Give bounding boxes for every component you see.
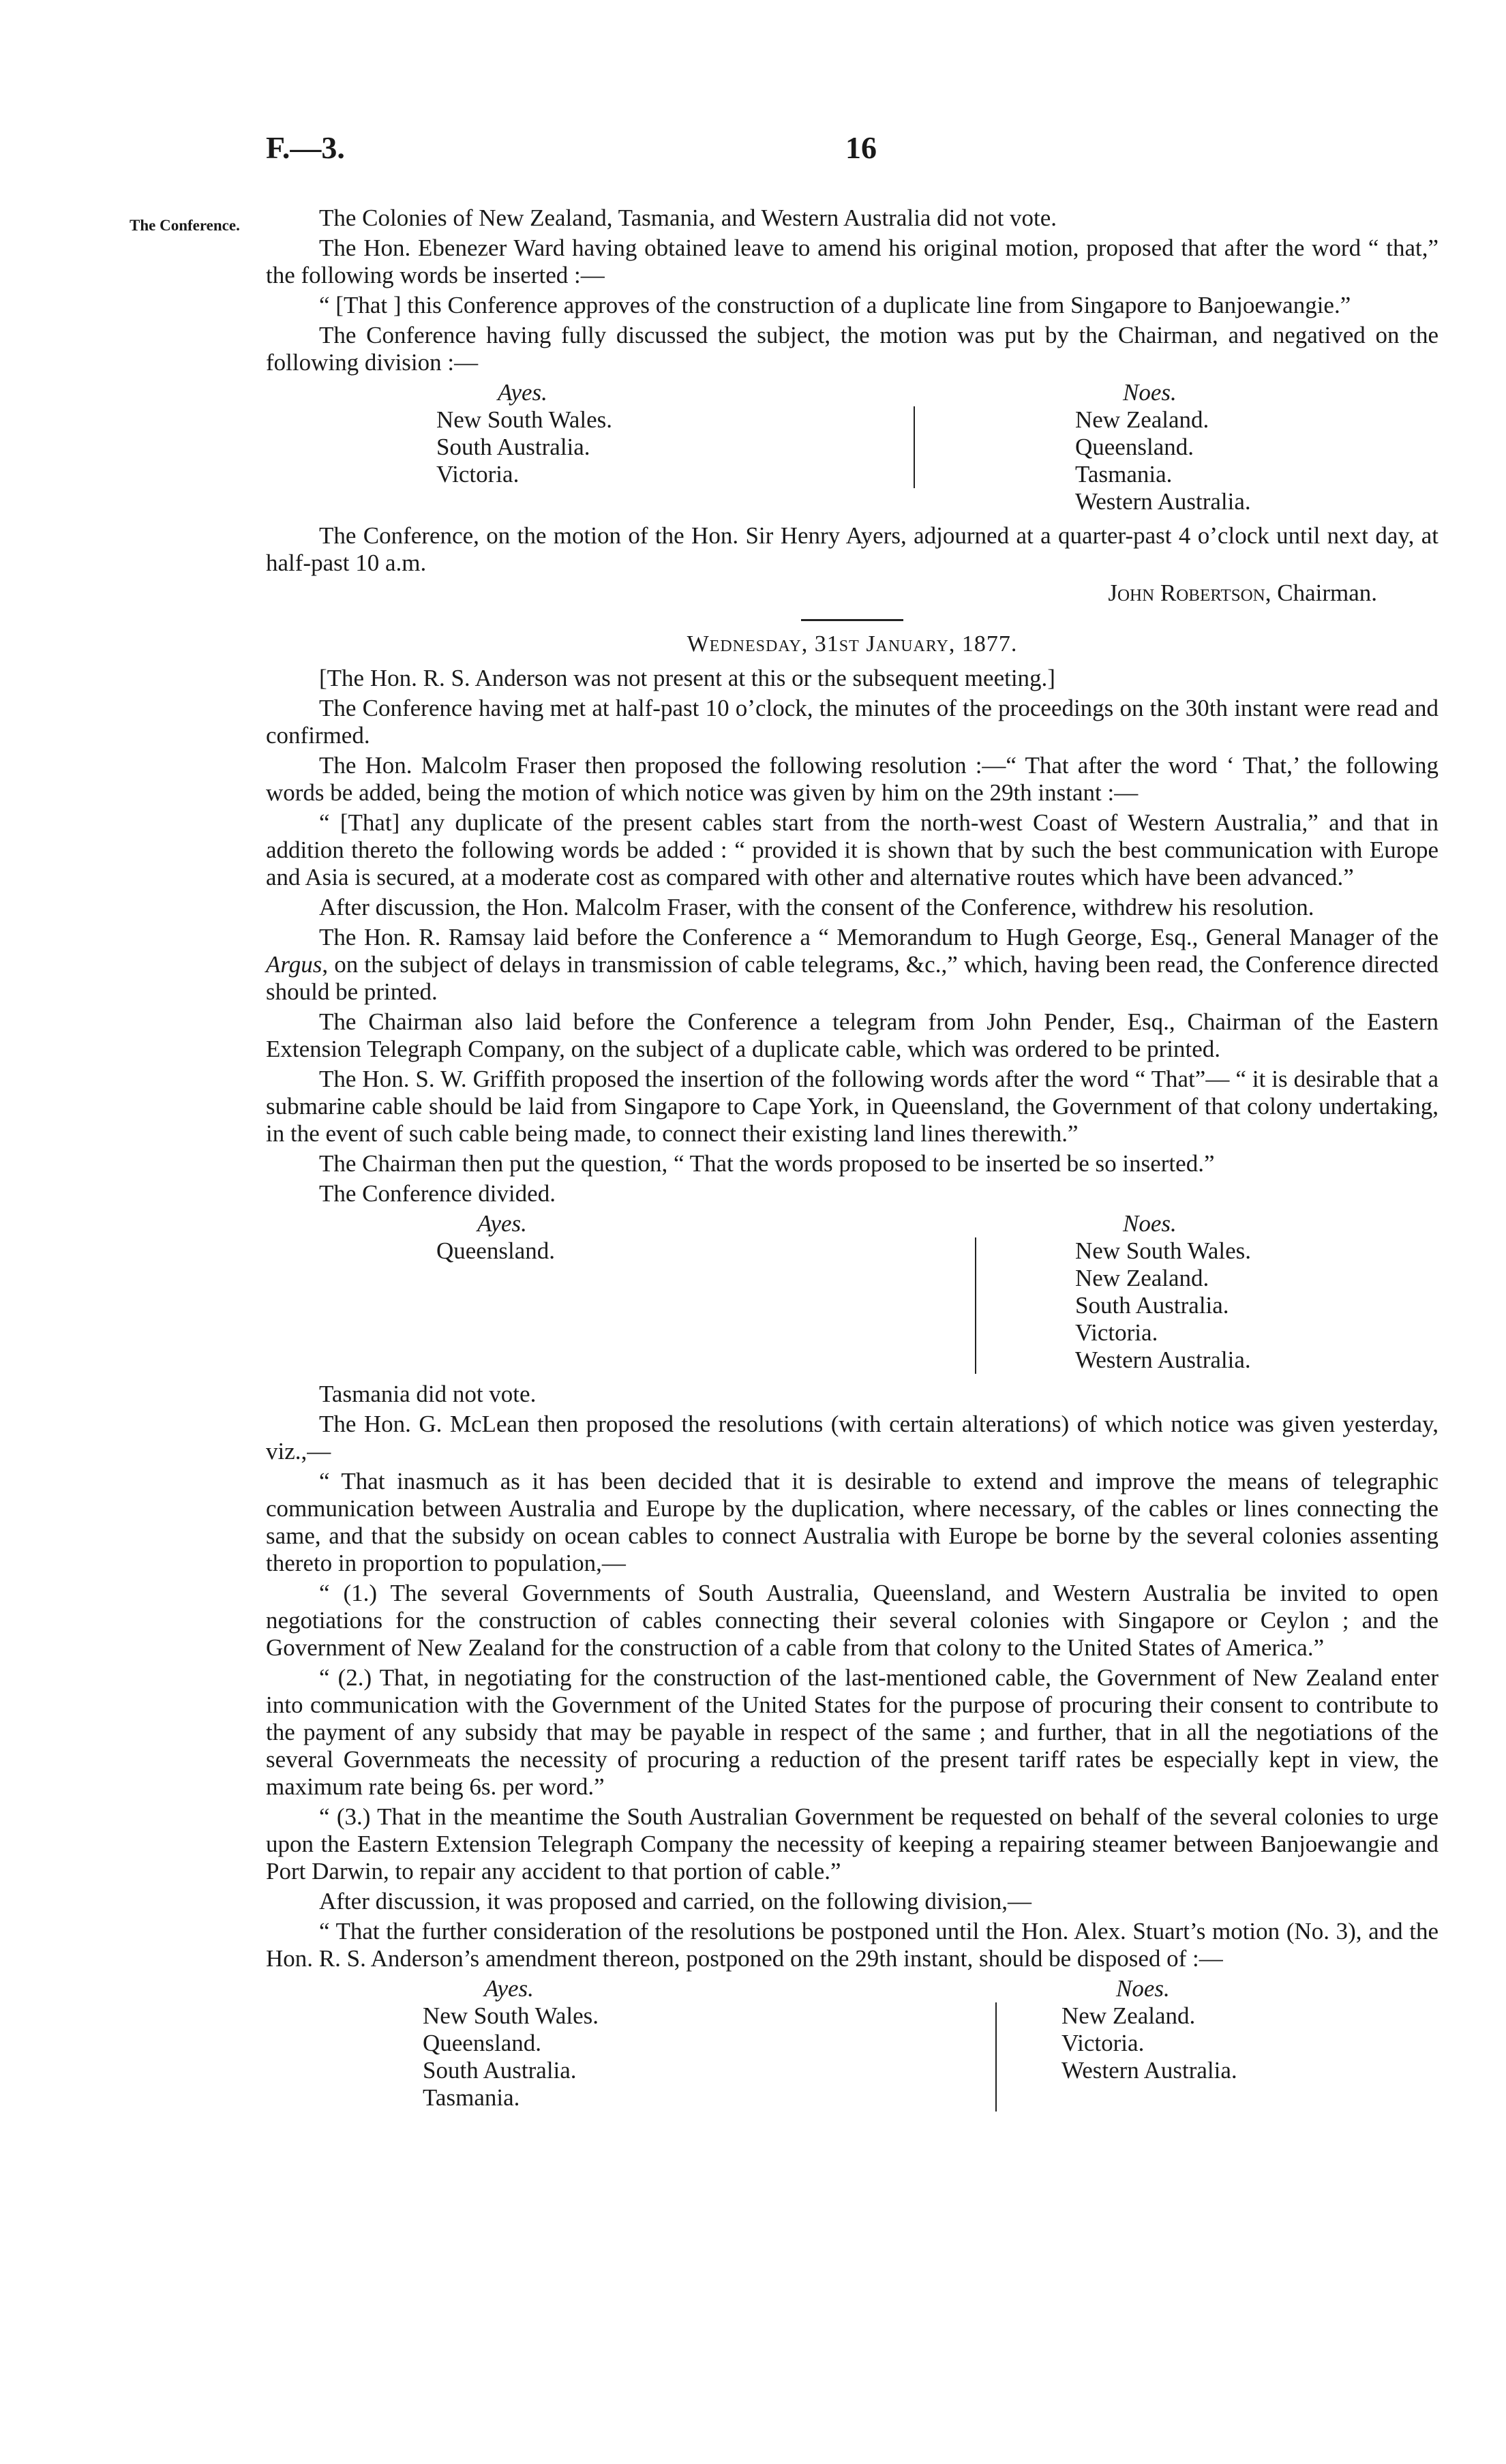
signature-line [266, 580, 1439, 607]
division-table-2 [266, 1210, 1439, 1374]
noes-label: Noes. [1123, 1210, 1177, 1237]
date-heading: Wednesday, 31st January, 1877. [687, 631, 1018, 657]
ayes-column [423, 1975, 995, 2112]
ayes-column [436, 379, 914, 515]
section-divider [801, 619, 903, 621]
vote-entry: Queensland. [423, 2030, 541, 2056]
paragraph: [The Hon. R. S. Anderson was not present at this or the subsequent meeting.] [319, 665, 1055, 691]
paragraph: The Colonies of New Zealand, Tasmania, and Western Australia did not vote. [319, 205, 1057, 231]
paragraph: After discussion, it was proposed and carried, on the following division,— [319, 1888, 1031, 1914]
noes-label: Noes. [1123, 379, 1177, 406]
division-divider [914, 406, 915, 488]
page-number: 16 [845, 130, 877, 165]
paragraph: “ (1.) The several Governments of South Australia, Queensland, and Western Australia be invited to open negotiations for the construction of cables connecting their several colonies with Singapore or Ceylon ; and the Government of New Zealand for the construction of a cable from that colony to the United States of America.” [266, 1580, 1439, 1661]
paragraph: The Chairman then put the question, “ That the words proposed to be inserted be so inserted.” [319, 1150, 1215, 1177]
chairman-name: John Robertson [1108, 580, 1265, 606]
vote-entry: Tasmania. [1075, 461, 1173, 487]
paragraph: “ (2.) That, in negotiating for the construction of the last-mentioned cable, the Government of New Zealand enter into communication with the Government of the United States for the purpose of procuring their consent to contribute to the payment of any subsidy that may be payable in respect of the same ; and further, that in all the negotiations of the several Governmeats the necessity of procuring a reduction of the present tariff rates be especially kept in view, the maximum rate being 6s. per word.” [266, 1664, 1439, 1800]
paragraph: The Conference, on the motion of the Hon. Sir Henry Ayers, adjourned at a quarter-past 4 o’clock until next day, at half-past 10 a.m. [266, 522, 1439, 576]
paragraph: “ [That ] this Conference approves of the construction of a duplicate line from Singapore to Banjoewangie.” [319, 292, 1351, 318]
vote-entry: New Zealand. [1075, 406, 1209, 433]
division-table-1 [266, 379, 1439, 515]
paragraph: The Chairman also laid before the Conference a telegram from John Pender, Esq., Chairman of the Eastern Extension Telegraph Company, on the subject of a duplicate cable, which was ordered to be printed. [266, 1008, 1439, 1062]
paragraph: The Hon. R. Ramsay laid before the Conference a “ Memorandum to Hugh George, Esq., General Manager of the Argus, on the subject of delays in transmission of cable telegrams, &c.,” which, having been read, the Conference directed should be printed. [266, 924, 1439, 1005]
vote-entry: Western Australia. [1075, 1347, 1251, 1373]
noes-column [1075, 379, 1251, 515]
noes-column [1061, 1975, 1237, 2112]
paragraph: The Hon. S. W. Griffith proposed the insertion of the following words after the word “ That”— “ it is desirable that a submarine cable should be laid from Singapore to Cape York, in Queensland, the Government of that colony undertaking, in the event of such cable being made, to connect their existing land lines therewith.” [266, 1066, 1439, 1147]
paragraph: “ (3.) That in the meantime the South Australian Government be requested on behalf of the several colonies to urge upon the Eastern Extension Telegraph Company the necessity of keeping a repairing steamer between Banjoewangie and Port Darwin, to repair any accident to that portion of cable.” [266, 1803, 1439, 1884]
paragraph: The Conference having met at half-past 10 o’clock, the minutes of the proceedings on the 30th instant were read and confirmed. [266, 695, 1439, 749]
ayes-label: Ayes. [498, 379, 547, 406]
paragraph: The Hon. Malcolm Fraser then proposed the following resolution :—“ That after the word ‘ That,’ the following words be added, being the motion of which notice was given by him on the 29th instant :— [266, 752, 1439, 806]
vote-entry: New Zealand. [1075, 1265, 1209, 1291]
paragraph: The Hon. G. McLean then proposed the resolutions (with certain alterations) of which notice was given yesterday, viz.,— [266, 1411, 1439, 1464]
noes-label: Noes. [1116, 1975, 1170, 2002]
vote-entry: Tasmania. [423, 2084, 520, 2111]
division-divider [995, 2002, 997, 2112]
paragraph: “ [That] any duplicate of the present cables start from the north-west Coast of Western Australia,” and that in addition thereto the following words be added : “ provided it is shown that by such the best communication with Europe and Asia is secured, at a moderate cost as compared with other and alternative routes which have been advanced.” [266, 809, 1439, 890]
document-body [266, 205, 1439, 2118]
paragraph: The Conference having fully discussed the subject, the motion was put by the Chairman, and negatived on the following division :— [266, 322, 1439, 376]
paragraph: The Conference divided. [319, 1180, 556, 1207]
ayes-column [436, 1210, 975, 1374]
vote-entry: New South Wales. [436, 406, 613, 433]
vote-entry: Queensland. [1075, 434, 1194, 460]
vote-entry: Victoria. [1061, 2030, 1145, 2056]
paragraph: After discussion, the Hon. Malcolm Fraser, with the consent of the Conference, withdrew his resolution. [319, 894, 1314, 920]
document-reference: F.—3. [266, 130, 345, 165]
vote-entry: Queensland. [436, 1237, 555, 1264]
vote-entry: Western Australia. [1061, 2057, 1237, 2084]
vote-entry: Victoria. [436, 461, 519, 487]
vote-entry: South Australia. [1075, 1292, 1229, 1319]
vote-entry: New Zealand. [1061, 2002, 1196, 2029]
chairman-title: , Chairman. [1265, 580, 1377, 606]
vote-entry: New South Wales. [1075, 1237, 1252, 1264]
margin-note: The Conference. [130, 217, 240, 234]
vote-entry: South Australia. [423, 2057, 577, 2084]
ayes-label: Ayes. [477, 1210, 527, 1237]
vote-entry: Western Australia. [1075, 488, 1251, 515]
paragraph: “ That inasmuch as it has been decided that it is desirable to extend and improve the means of telegraphic communication between Australia and Europe by the duplication, where necessary, of the cables or lines connecting the same, and that the subsidy on ocean cables to connect Australia with Europe be borne by the several colonies assenting thereto in proportion to population,— [266, 1468, 1439, 1576]
vote-entry: South Australia. [436, 434, 590, 460]
noes-column [1075, 1210, 1251, 1374]
paragraph: “ That the further consideration of the resolutions be postponed until the Hon. Alex. Stuart’s motion (No. 3), and the Hon. R. S. Anderson’s amendment thereon, postponed on the 29th instant, should be disposed of :— [266, 1918, 1439, 1972]
newspaper-title: Argus [266, 951, 322, 978]
paragraph: The Hon. Ebenezer Ward having obtained leave to amend his original motion, proposed that after the word “ that,” the following words be inserted :— [266, 235, 1439, 288]
vote-entry: New South Wales. [423, 2002, 599, 2029]
vote-entry: Victoria. [1075, 1319, 1158, 1346]
division-divider [975, 1237, 976, 1374]
paragraph: Tasmania did not vote. [319, 1381, 537, 1407]
ayes-label: Ayes. [484, 1975, 534, 2002]
division-table-3 [266, 1975, 1439, 2112]
